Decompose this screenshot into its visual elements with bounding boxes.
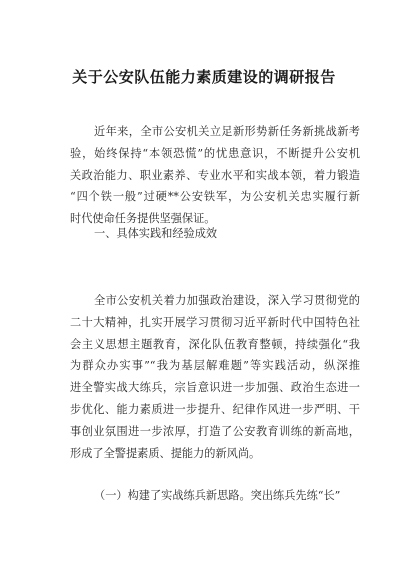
paragraph-line: 会主义思想主题教育，深化队伍教育整顿，持续强化“我 (70, 337, 360, 351)
paragraph-line: 全市公安机关着力加强政治建设，深入学习贯彻党的 (94, 294, 360, 307)
paragraph-line: 进全警实战大练兵，宗旨意识进一步加强、政治生态进一 (70, 381, 360, 395)
document-title: 关于公安队伍能力素质建设的调研报告 (72, 68, 336, 86)
paragraph-line: 时代使命任务提供坚强保证。 (70, 212, 216, 226)
paragraph-line: 二十大精神，扎实开展学习贯彻习近平新时代中国特色社 (70, 315, 360, 329)
paragraph-line: 事创业氛围进一步浓厚，打造了公安教育训练的新高地， (70, 424, 360, 438)
paragraph-line: 关政治能力、职业素养、专业水平和实战本领，着力锻造 (70, 168, 360, 182)
section-heading: 一、具体实践和经验成效 (94, 227, 218, 240)
subsection-heading: （一）构建了实战练兵新思路。突出练兵先练“长” (94, 489, 341, 502)
paragraph-line: 为群众办实事”“我为基层解难题”等实践活动，纵深推 (70, 359, 360, 373)
intro-paragraph (70, 121, 360, 230)
paragraph-line: 形成了全警提素质、提能力的新风尚。 (70, 446, 261, 460)
paragraph-line: “四个铁一般”过硬**公安铁军，为公安机关忠实履行新 (70, 190, 360, 204)
paragraph-line: 验，始终保持“本领恐慌”的忧患意识，不断提升公安机 (70, 146, 360, 160)
paragraph-line: 步优化、能力素质进一步提升、纪律作风进一步严明、干 (70, 402, 360, 416)
section-paragraph (70, 290, 360, 464)
paragraph-line: 近年来，全市公安机关立足新形势新任务新挑战新考 (94, 125, 360, 138)
